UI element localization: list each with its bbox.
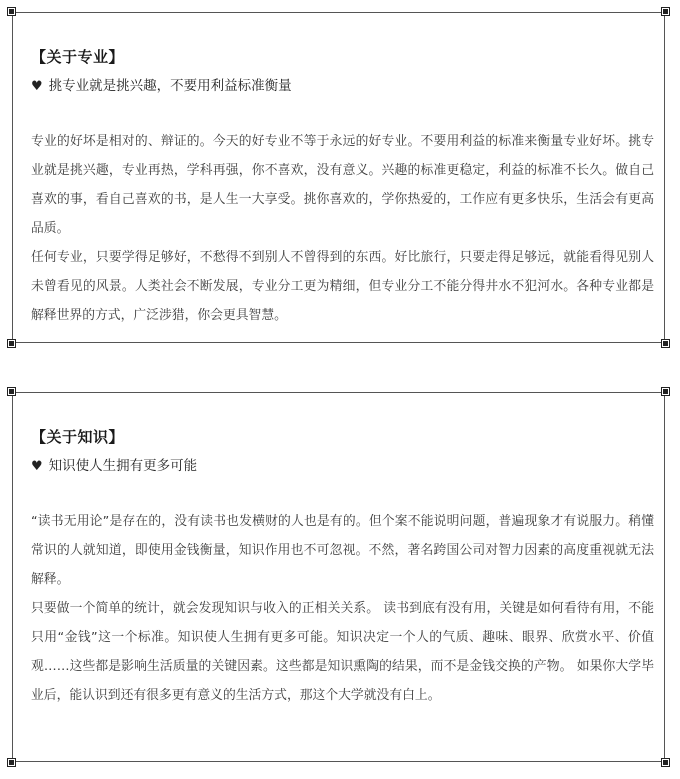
heart-icon: ♥: [31, 79, 43, 94]
resize-handle-top-right[interactable]: [661, 7, 670, 16]
resize-handle-top-right[interactable]: [661, 387, 670, 396]
paragraph: “读书无用论”是存在的，没有读书也发横财的人也是有的。但个案不能说明问题，普遍现象才有说服力。稍懂常识的人就知道，即使用金钱衡量，知识作用也不可忽视。不然，著名跨国公司对智力因素的高度重视就无法解释。: [31, 514, 654, 587]
section-content: [31, 427, 654, 710]
text-box-specialty[interactable]: [12, 12, 665, 343]
section-subtitle: [31, 456, 654, 477]
section-subtitle: [31, 76, 654, 97]
section-heading: 【关于知识】: [31, 428, 125, 446]
resize-handle-bottom-right[interactable]: [661, 758, 670, 767]
resize-handle-bottom-left[interactable]: [7, 758, 16, 767]
section-heading: 【关于专业】: [31, 48, 125, 66]
section-body: [31, 507, 654, 710]
paragraph: 任何专业，只要学得足够好，不愁得不到别人不曾得到的东西。好比旅行，只要走得足够远，就能看得见别人未曾看见的风景。人类社会不断发展，专业分工更为精细，但专业分工不能分得井水不犯河水。各种专业都是解释世界的方式，广泛涉猎，你会更具智慧。: [31, 250, 654, 323]
resize-handle-bottom-left[interactable]: [7, 339, 16, 348]
text-box-knowledge[interactable]: [12, 392, 665, 762]
subtitle-text: 知识使人生拥有更多可能: [48, 458, 198, 474]
paragraph: 只要做一个简单的统计，就会发现知识与收入的正相关关系。 读书到底有没有用，关键是如何看待有用，不能只用“金钱”这一个标准。知识使人生拥有更多可能。知识决定一个人的气质、趣味、眼界、欣赏水平、价值观……这些都是影响生活质量的关键因素。这些都是知识熏陶的结果，而不是金钱交换的产物。 如果你大学毕业后，能认识到还有很多更有意义的生活方式，那这个大学就没有白上。: [31, 601, 654, 703]
section-body: [31, 127, 654, 330]
resize-handle-top-left[interactable]: [7, 387, 16, 396]
paragraph: 专业的好坏是相对的、辩证的。今天的好专业不等于永远的好专业。不要用利益的标准来衡量专业好坏。挑专业就是挑兴趣，专业再热，学科再强，你不喜欢，没有意义。兴趣的标准更稳定，利益的标准不长久。做自己喜欢的事，看自己喜欢的书，是人生一大享受。挑你喜欢的，学你热爱的，工作应有更多快乐，生活会有更高品质。: [31, 134, 654, 236]
subtitle-text: 挑专业就是挑兴趣，不要用利益标准衡量: [48, 78, 292, 94]
heart-icon: ♥: [31, 459, 43, 474]
resize-handle-top-left[interactable]: [7, 7, 16, 16]
section-content: [31, 47, 654, 330]
resize-handle-bottom-right[interactable]: [661, 339, 670, 348]
